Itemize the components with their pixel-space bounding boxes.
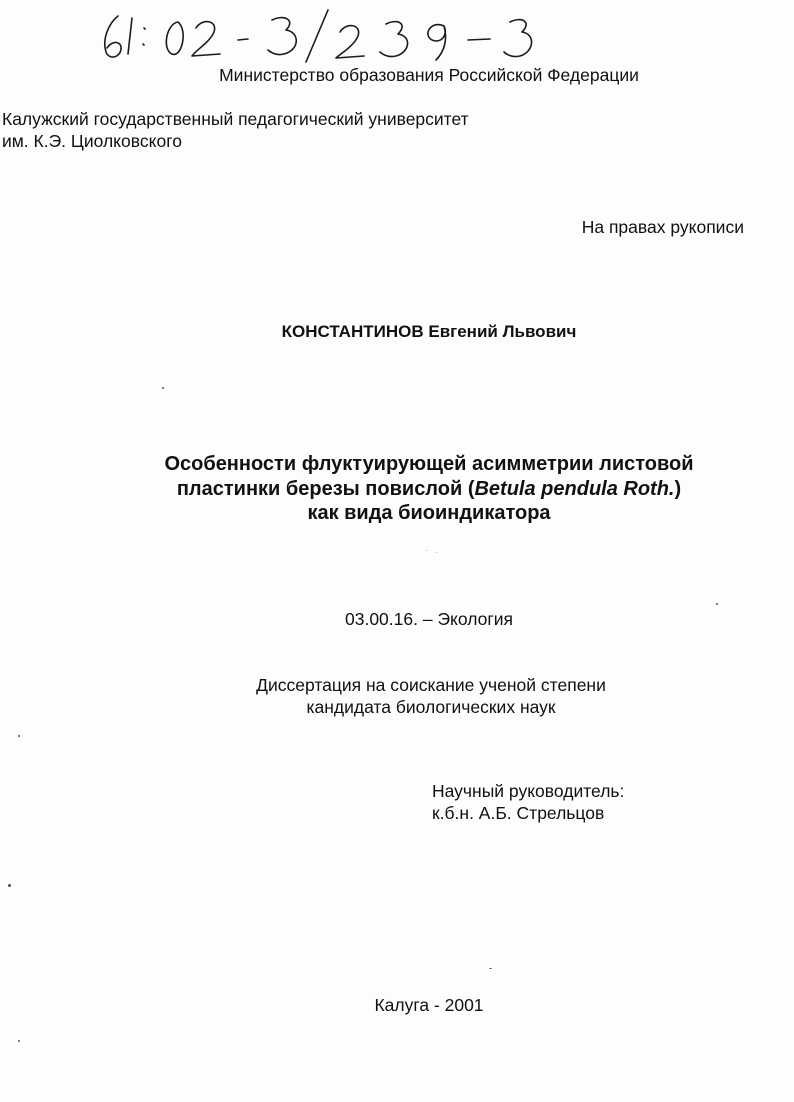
title-line-3: как вида биоиндикатора	[307, 502, 551, 524]
scan-speck	[18, 1040, 20, 1042]
author-surname: КОНСТАНТИНОВ	[281, 322, 424, 341]
dissertation-line-2: кандидата биологических наук	[306, 697, 556, 717]
ministry-name: Министерство образования Российской Федерации	[219, 65, 639, 85]
scan-speck	[489, 968, 492, 969]
university-namesake: им. К.Э. Циолковского	[2, 131, 182, 151]
title-line-1: Особенности флуктуирующей асимметрии листовой	[164, 453, 694, 475]
dissertation-line-1: Диссертация на соискание ученой степени	[256, 675, 606, 695]
rights-notice: На правах рукописи	[581, 217, 744, 237]
title-line-2	[0, 477, 794, 501]
specialty-code: 03.00.16. – Экология	[345, 609, 513, 629]
city-year: Калуга - 2001	[374, 995, 484, 1015]
title-line-2-start: пластинки березы повислой (	[176, 478, 475, 500]
scan-speck	[426, 550, 427, 551]
scan-speck	[8, 884, 11, 887]
scan-speck	[162, 387, 164, 389]
supervisor-name: к.б.н. А.Б. Стрельцов	[432, 803, 605, 823]
scan-speck	[436, 552, 437, 553]
title-line-2-end: )	[674, 478, 682, 500]
supervisor-label: Научный руководитель:	[432, 781, 625, 801]
author-given-names: Евгений Львович	[428, 322, 577, 341]
author-name	[0, 321, 794, 343]
title-latin-name: Betula pendula Roth.	[474, 478, 675, 500]
university-name: Калужский государственный педагогический университет	[2, 109, 469, 129]
scan-speck	[18, 735, 20, 737]
handwritten-archive-number	[96, 6, 556, 68]
scan-speck	[716, 603, 718, 605]
